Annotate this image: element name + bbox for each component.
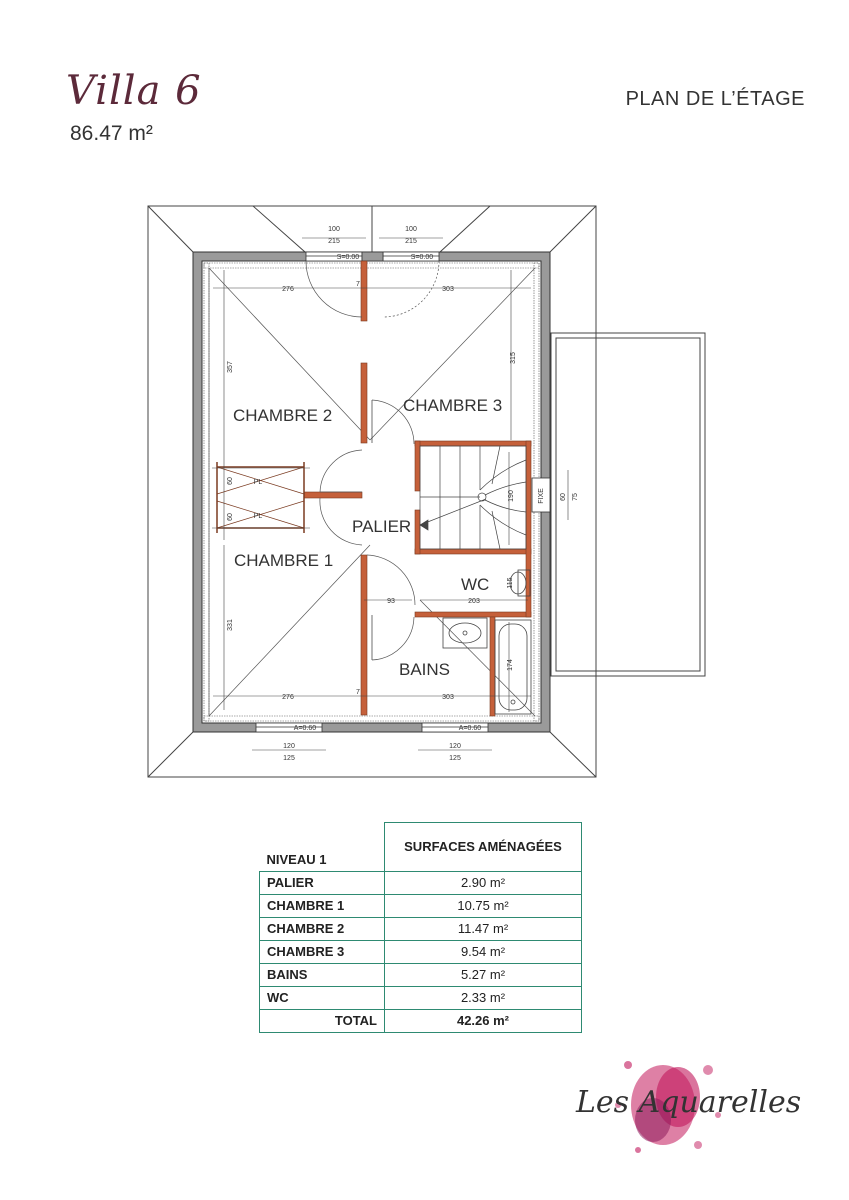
row-name: PALIER: [260, 871, 385, 894]
dim-top-276: 276: [282, 286, 294, 293]
dim-stair-190: 190: [508, 490, 515, 502]
dim-wc-115: 115: [507, 577, 514, 589]
total-value: 42.26 m²: [385, 1009, 582, 1032]
dim-bottom-7: 7: [356, 689, 360, 696]
dim-top-window1-height: 215: [328, 238, 340, 245]
row-name: BAINS: [260, 963, 385, 986]
exterior-walls: [193, 252, 550, 732]
table-row: [260, 894, 582, 917]
total-label: TOTAL: [260, 1009, 385, 1032]
dim-top-window2-width: 100: [405, 226, 417, 233]
room-label-chambre-3: CHAMBRE 3: [403, 396, 503, 415]
row-value: 5.27 m²: [385, 963, 582, 986]
villa-area: 86.47 m²: [70, 122, 153, 145]
dim-bottom-window1-height: 125: [283, 755, 295, 762]
dim-side-75: 75: [572, 493, 579, 501]
table-row: [260, 986, 582, 1009]
terrace: [551, 333, 705, 676]
dim-mid-203: 203: [468, 598, 480, 605]
dim-bath-174: 174: [507, 659, 514, 671]
table-header-row: [260, 823, 582, 872]
table-row: [260, 963, 582, 986]
row-name: CHAMBRE 1: [260, 894, 385, 917]
row-name: CHAMBRE 2: [260, 917, 385, 940]
table-row: [260, 871, 582, 894]
dim-top-7: 7: [356, 281, 360, 288]
dim-right-315: 315: [510, 352, 517, 364]
dim-mid-93: 93: [387, 598, 395, 605]
dim-bottom-window2-width: 120: [449, 743, 461, 750]
surfaces-table: [259, 822, 582, 1033]
room-label-palier: PALIER: [352, 517, 412, 536]
logo-text: Les Aquarelles: [576, 1085, 802, 1120]
dim-top-303: 303: [442, 286, 454, 293]
row-name: CHAMBRE 3: [260, 940, 385, 963]
dim-bottom-sill2: A=0.60: [458, 725, 482, 732]
table-row: [260, 940, 582, 963]
room-label-chambre-2: CHAMBRE 2: [233, 406, 333, 425]
table-total-row: [260, 1009, 582, 1032]
dim-bottom-sill1: A=0.60: [293, 725, 317, 732]
partitions: [304, 261, 531, 716]
room-label-wc: WC: [461, 575, 490, 594]
wardrobe-label-2: PL: [253, 513, 263, 520]
row-value: 9.54 m²: [385, 940, 582, 963]
dim-top-window1-width: 100: [328, 226, 340, 233]
row-value: 2.33 m²: [385, 986, 582, 1009]
row-value: 10.75 m²: [385, 894, 582, 917]
row-value: 2.90 m²: [385, 871, 582, 894]
dim-bottom-276: 276: [282, 694, 294, 701]
table-row: [260, 917, 582, 940]
dim-left-357: 357: [227, 361, 234, 373]
room-label-bains: BAINS: [399, 660, 451, 679]
room-label-chambre-1: CHAMBRE 1: [234, 551, 334, 570]
dim-bottom-303: 303: [442, 694, 454, 701]
dim-top-window2-height: 215: [405, 238, 417, 245]
villa-title: Villa 6: [66, 68, 202, 114]
row-name: WC: [260, 986, 385, 1009]
dim-bottom-window1-width: 120: [283, 743, 295, 750]
dim-side-60: 60: [560, 493, 567, 501]
dim-top-sill2: S=0.00: [410, 254, 434, 261]
dim-left-331: 331: [227, 619, 234, 631]
niveau-label: NIVEAU 1: [260, 823, 385, 872]
plan-title: PLAN DE L’ÉTAGE: [625, 88, 805, 110]
row-value: 11.47 m²: [385, 917, 582, 940]
dim-left-60a: 60: [227, 477, 234, 485]
dim-top-sill1: S=0.00: [336, 254, 360, 261]
dim-bottom-window2-height: 125: [449, 755, 461, 762]
dim-left-60b: 60: [227, 513, 234, 521]
window-fixe-label: FIXE: [538, 488, 545, 504]
wardrobe-label-1: PL: [253, 479, 263, 486]
surfaces-header: SURFACES AMÉNAGÉES: [385, 823, 582, 872]
wardrobes: [217, 462, 304, 533]
